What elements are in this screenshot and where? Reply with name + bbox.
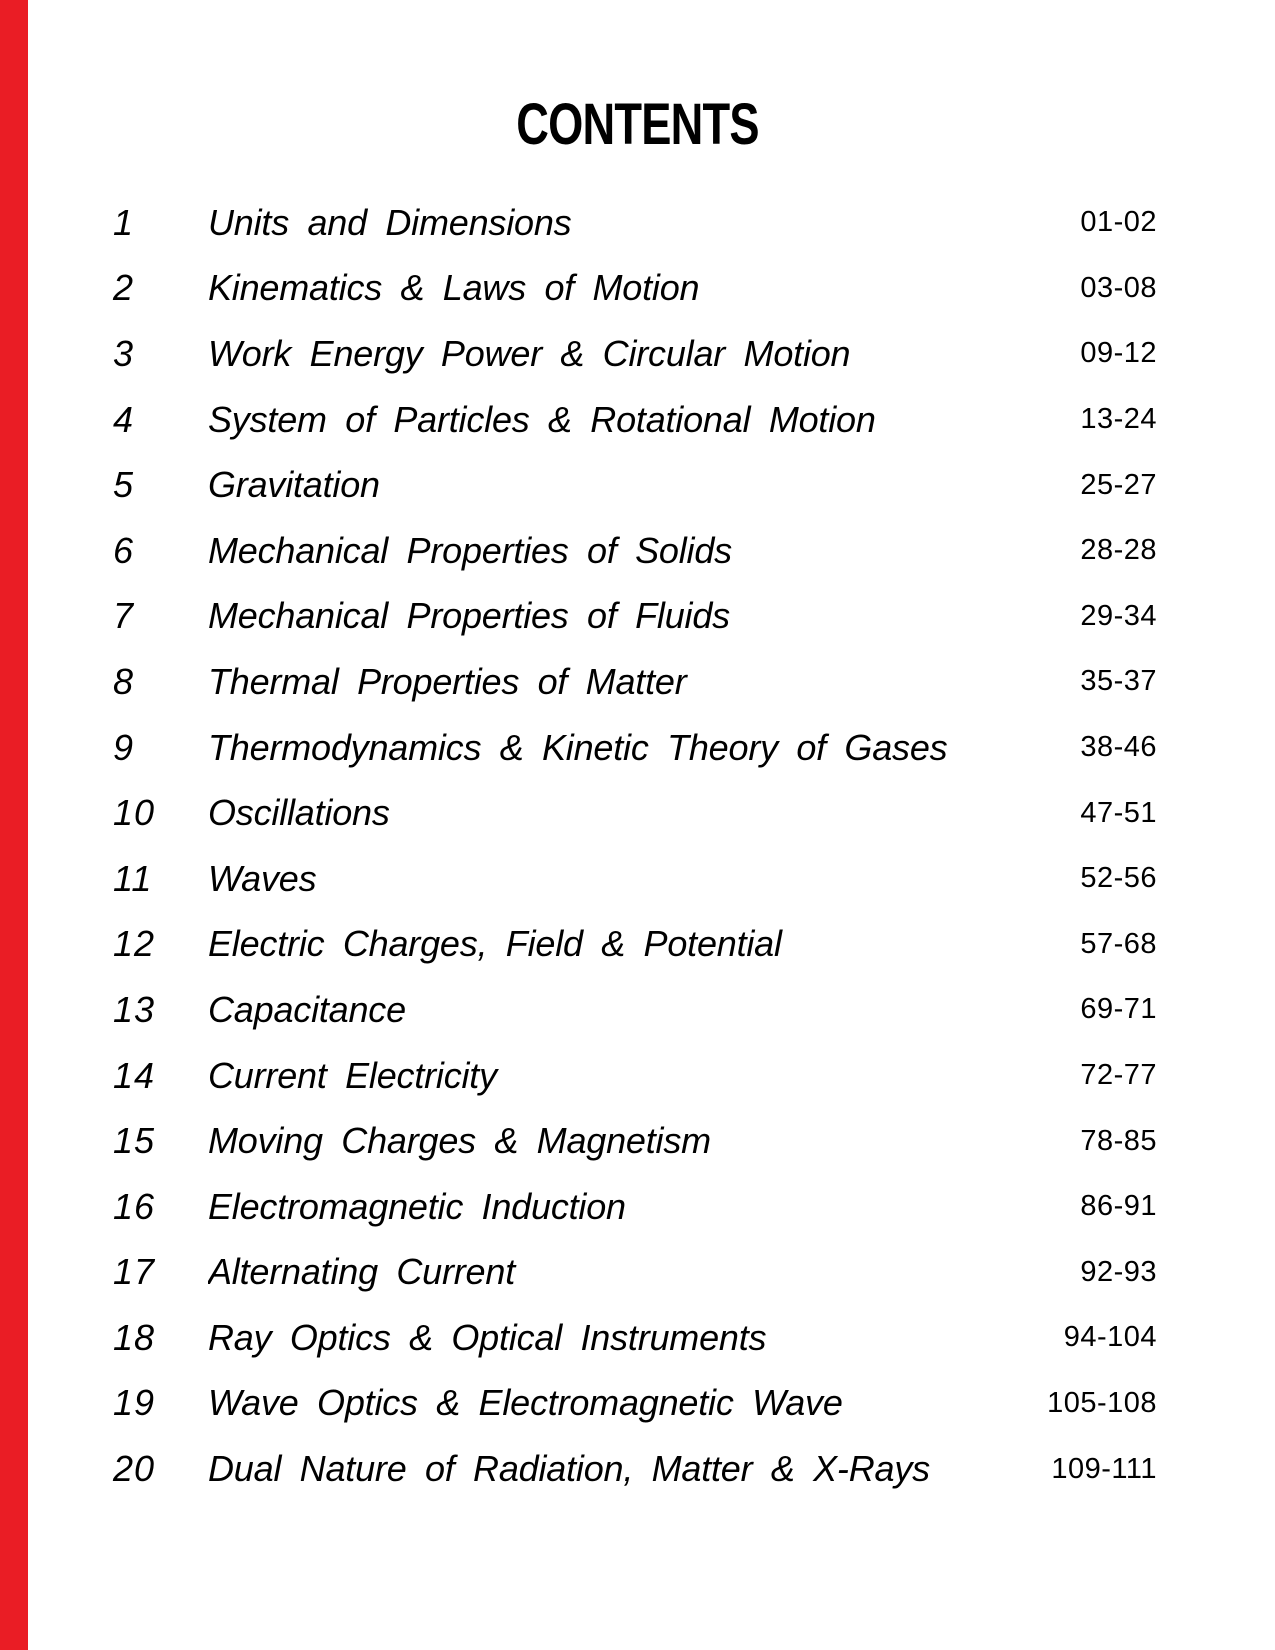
toc-row	[113, 780, 1157, 846]
chapter-pages: 86-91	[1080, 1190, 1157, 1223]
chapter-pages: 38-46	[1080, 731, 1157, 764]
chapter-title: Thermodynamics & Kinetic Theory of Gases	[208, 726, 948, 768]
chapter-number: 10	[113, 792, 156, 834]
chapter-number: 17	[113, 1251, 156, 1293]
chapter-pages: 35-37	[1080, 665, 1157, 698]
chapter-number: 6	[113, 529, 135, 571]
chapter-pages: 69-71	[1080, 993, 1157, 1026]
chapter-title: Electromagnetic Induction	[208, 1185, 626, 1227]
chapter-pages: 47-51	[1080, 796, 1157, 829]
chapter-title: Capacitance	[208, 988, 406, 1030]
toc-row	[113, 1436, 1157, 1502]
toc-row	[113, 1108, 1157, 1174]
toc-row	[113, 256, 1157, 322]
chapter-pages: 28-28	[1080, 534, 1157, 567]
chapter-pages: 94-104	[1063, 1321, 1157, 1354]
chapter-pages: 13-24	[1080, 403, 1157, 436]
chapter-number: 14	[113, 1054, 156, 1096]
chapter-title: Oscillations	[208, 792, 390, 834]
chapter-title: Mechanical Properties of Solids	[208, 529, 732, 571]
chapter-number: 7	[113, 595, 135, 637]
chapter-number: 5	[113, 464, 135, 506]
chapter-pages: 29-34	[1080, 599, 1157, 632]
chapter-number: 15	[113, 1120, 156, 1162]
chapter-title: Moving Charges & Magnetism	[208, 1120, 711, 1162]
chapter-pages: 03-08	[1080, 271, 1157, 304]
chapter-title: Dual Nature of Radiation, Matter & X-Rays	[208, 1448, 930, 1490]
left-accent-stripe	[0, 0, 28, 1650]
chapter-pages: 52-56	[1080, 862, 1157, 895]
chapter-title: Kinematics & Laws of Motion	[208, 267, 700, 309]
chapter-number: 12	[113, 923, 156, 965]
chapter-title: Mechanical Properties of Fluids	[208, 595, 730, 637]
chapter-title: Waves	[208, 857, 317, 899]
chapter-pages: 92-93	[1080, 1255, 1157, 1288]
chapter-number: 18	[113, 1316, 156, 1358]
toc-row	[113, 846, 1157, 912]
chapter-title: Alternating Current	[208, 1251, 515, 1293]
chapter-title: Ray Optics & Optical Instruments	[208, 1316, 767, 1358]
chapter-number: 16	[113, 1185, 156, 1227]
toc-row	[113, 912, 1157, 978]
toc-row	[113, 1371, 1157, 1437]
chapter-title: Work Energy Power & Circular Motion	[208, 332, 851, 374]
chapter-number: 19	[113, 1382, 156, 1424]
toc-row	[113, 584, 1157, 650]
chapter-pages: 57-68	[1080, 927, 1157, 960]
chapter-title: Units and Dimensions	[208, 201, 572, 243]
toc-list	[113, 190, 1157, 1502]
chapter-title: System of Particles & Rotational Motion	[208, 398, 876, 440]
chapter-number: 11	[113, 857, 153, 899]
chapter-title: Electric Charges, Field & Potential	[208, 923, 782, 965]
toc-row	[113, 1305, 1157, 1371]
toc-row	[113, 715, 1157, 781]
chapter-title: Gravitation	[208, 464, 380, 506]
toc-row	[113, 518, 1157, 584]
toc-row	[113, 977, 1157, 1043]
toc-row	[113, 387, 1157, 453]
chapter-number: 9	[113, 726, 135, 768]
chapter-pages: 01-02	[1080, 206, 1157, 239]
chapter-pages: 105-108	[1047, 1386, 1157, 1419]
chapter-pages: 25-27	[1080, 468, 1157, 501]
chapter-title: Current Electricity	[208, 1054, 497, 1096]
toc-row	[113, 190, 1157, 256]
toc-row	[113, 1043, 1157, 1109]
chapter-number: 3	[113, 332, 135, 374]
toc-row	[113, 452, 1157, 518]
chapter-pages: 78-85	[1080, 1124, 1157, 1157]
chapter-number: 8	[113, 660, 135, 702]
chapter-number: 13	[113, 988, 156, 1030]
toc-row	[113, 649, 1157, 715]
chapter-pages: 09-12	[1080, 337, 1157, 370]
chapter-pages: 72-77	[1080, 1059, 1157, 1092]
chapter-number: 2	[113, 267, 135, 309]
chapter-number: 1	[113, 201, 135, 243]
page-title	[0, 0, 1275, 155]
chapter-title: Wave Optics & Electromagnetic Wave	[208, 1382, 843, 1424]
chapter-number: 4	[113, 398, 135, 440]
page-title-text: CONTENTS	[516, 92, 759, 157]
toc-row	[113, 321, 1157, 387]
toc-row	[113, 1174, 1157, 1240]
chapter-number: 20	[113, 1448, 156, 1490]
chapter-pages: 109-111	[1051, 1452, 1157, 1485]
chapter-title: Thermal Properties of Matter	[208, 660, 687, 702]
toc-row	[113, 1240, 1157, 1306]
